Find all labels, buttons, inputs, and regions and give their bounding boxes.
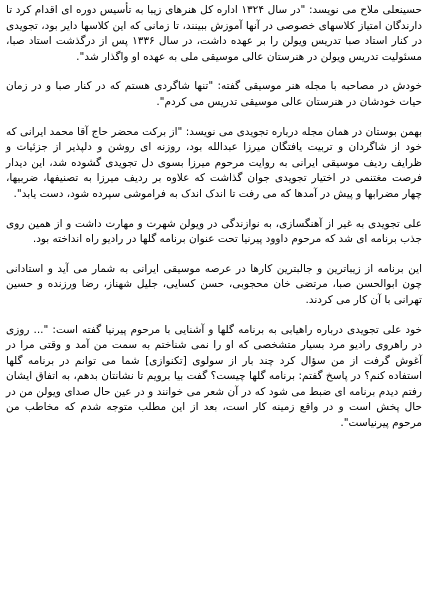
paragraph: بهمن بوستان در همان مجله درباره تجویدی می نویسد: "از برکت محضر حاج آقا محمد ایرانی که خود از شاگردان و تربیت یافتگان میرزا عبدالله بود، روزنه ای روشن و دلپذیر از جزئیات و ظرایف ردیف موسیقی ایرانی به روایت مرحوم میرزا بسوی دل تجویدی گشوده شد، این دیدار فرصت مغتنمی در اختیار تجویدی جوان گذاشت که علاوه بر ردیف میرزا به تصنیفها، ضربیها، چهار مضرابها و پیش در آمدها که می رفت تا اندک اندک به فراموشی سپرده شود، دست یابد". — [6, 125, 422, 200]
paragraph: این برنامه از زیباترین و جالبترین کارها در عرصه موسیقی ایرانی به شمار می آید و استادانی چون ابوالحسن صبا، مرتضی خان محجوبی، حسن کسایی، جلیل شهناز، رضا ورزنده و حسین تهرانی با آن کار می کردند. — [6, 262, 422, 306]
paragraph: علی تجویدی به غیر از آهنگسازی، به نوازندگی در ویولن شهرت و مهارت داشت و از همین روی جذب برنامه ای شد که مرحوم داوود پیرنیا تحت عنوان برنامه گلها در رادیو راه انداخته بود. — [6, 217, 422, 246]
paragraph: حسینعلی ملاح می نویسد: "در سال ۱۳۲۴ اداره کل هنرهای زیبا به تأسیس دوره ای اقدام کرد تا دارندگان امتیاز کلاسهای خصوصی در آنها آموزش ببینند، تا زمانی که این کلاسها دایر بود، تجویدی در کنار استاد صبا تدریس ویولن را بر عهده داشت، در سال ۱۳۳۶ پس از درگذشت استاد صبا، مسئولیت تدریس ویولن در هنرستان عالی موسیقی ملی به عهده او واگذار شد". — [6, 4, 423, 63]
paragraph: خود علی تجویدی درباره راهیابی به برنامه گلها و آشنایی با مرحوم پیرنیا گفته است: "... روزی در راهروی رادیو مرد بسیار متشخصی که او را نمی شناختم به سمت من آمد و وقتی مرا در آغوش گرفت از من سؤال کرد چند بار از سولوی [تکنوازی] شما می توانم در برنامه گلها استفاده کنم؟ در پاسخ گفتم: برنامه گلها چیست؟ گفت بیا برویم تا نشانتان بدهم، به اتفاق ایشان رفتم دیدم برنامه ای ضبط می شود که در آن شعر می خوانند و در عین حال صدای ویولن من در حال پخش است و در واقع زمینه کار است، بعد از این مطلب متوجه شدم که مخاطب من مرحوم پیرنیاست". — [6, 323, 422, 430]
paragraph: خودش در مصاحبه با مجله هنر موسیقی گفته: "تنها شاگردی هستم که در کنار صبا و در زمان حیات خودشان در هنرستان عالی موسیقی تدریس می کردم". — [6, 80, 422, 108]
